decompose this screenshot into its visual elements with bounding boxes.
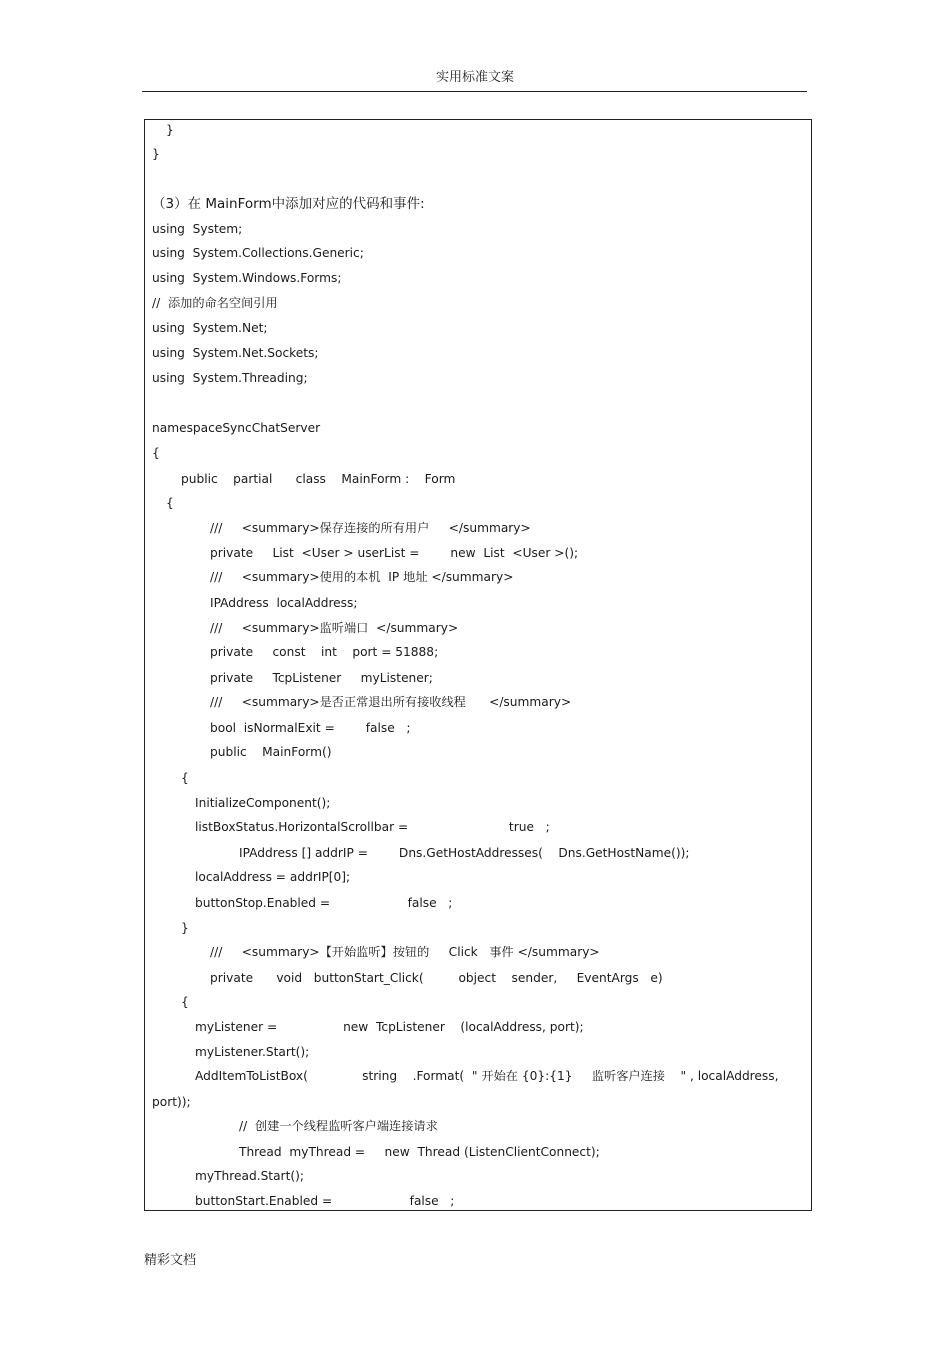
code-line: localAddress = addrIP[0];	[195, 870, 351, 884]
code-line: buttonStart.Enabled = false ;	[195, 1194, 455, 1208]
code-line: IPAddress [] addrIP = Dns.GetHostAddresses( Dns.GetHostName());	[239, 846, 690, 860]
code-line: using System.Net;	[152, 321, 268, 335]
code-line: private void buttonStart_Click( object sender, EventArgs e)	[210, 971, 663, 985]
code-line: using System.Collections.Generic;	[152, 246, 364, 260]
code-line: myListener.Start();	[195, 1045, 310, 1059]
code-line: buttonStop.Enabled = false ;	[195, 896, 453, 910]
code-line: myListener = new TcpListener (localAddress, port);	[195, 1020, 584, 1034]
code-line: listBoxStatus.HorizontalScrollbar = true ;	[195, 820, 550, 834]
code-line: using System.Net.Sockets;	[152, 346, 319, 360]
code-comment: /// <summary>使用的本机 IP 地址 </summary>	[210, 570, 514, 584]
code-line: private TcpListener myListener;	[210, 671, 433, 685]
code-line: using System.Windows.Forms;	[152, 271, 342, 285]
code-comment: // 创建一个线程监听客户端连接请求	[239, 1119, 438, 1133]
code-frame	[144, 119, 812, 1211]
code-line: port));	[152, 1095, 191, 1109]
code-line: myThread.Start();	[195, 1169, 304, 1183]
code-line: private List <User > userList = new List <User >();	[210, 546, 579, 560]
header-divider	[142, 91, 807, 92]
code-line: {	[181, 995, 189, 1009]
code-line: InitializeComponent();	[195, 796, 331, 810]
code-line: private const int port = 51888;	[210, 645, 439, 659]
code-comment: /// <summary>【开始监听】按钮的 Click 事件 </summary>	[210, 945, 600, 959]
code-line: AddItemToListBox( string .Format( " 开始在 {0}:{1} 监听客户连接 " , localAddress,	[195, 1069, 779, 1083]
code-line: IPAddress localAddress;	[210, 596, 358, 610]
code-comment: // 添加的命名空间引用	[152, 296, 278, 310]
code-line: using System;	[152, 222, 243, 236]
code-line: using System.Threading;	[152, 371, 308, 385]
page-footer-text: 精彩文档	[144, 1253, 197, 1268]
code-line: bool isNormalExit = false ;	[210, 721, 411, 735]
page-header-title: 实用标准文案	[435, 70, 514, 85]
section-heading: （3）在 MainForm中添加对应的代码和事件:	[152, 196, 425, 212]
code-comment: /// <summary>保存连接的所有用户 </summary>	[210, 521, 531, 535]
code-line: }	[181, 921, 189, 935]
code-line: Thread myThread = new Thread (ListenClientConnect);	[239, 1145, 600, 1159]
code-line: {	[166, 496, 174, 510]
code-line: }	[166, 123, 174, 137]
code-line: }	[152, 147, 160, 161]
code-line: {	[181, 771, 189, 785]
code-comment: /// <summary>监听端口 </summary>	[210, 621, 459, 635]
code-line: public partial class MainForm : Form	[181, 472, 456, 486]
code-line: public MainForm()	[210, 745, 332, 759]
code-line: namespaceSyncChatServer	[152, 421, 321, 435]
code-comment: /// <summary>是否正常退出所有接收线程 </summary>	[210, 695, 572, 709]
code-line: {	[152, 446, 160, 460]
